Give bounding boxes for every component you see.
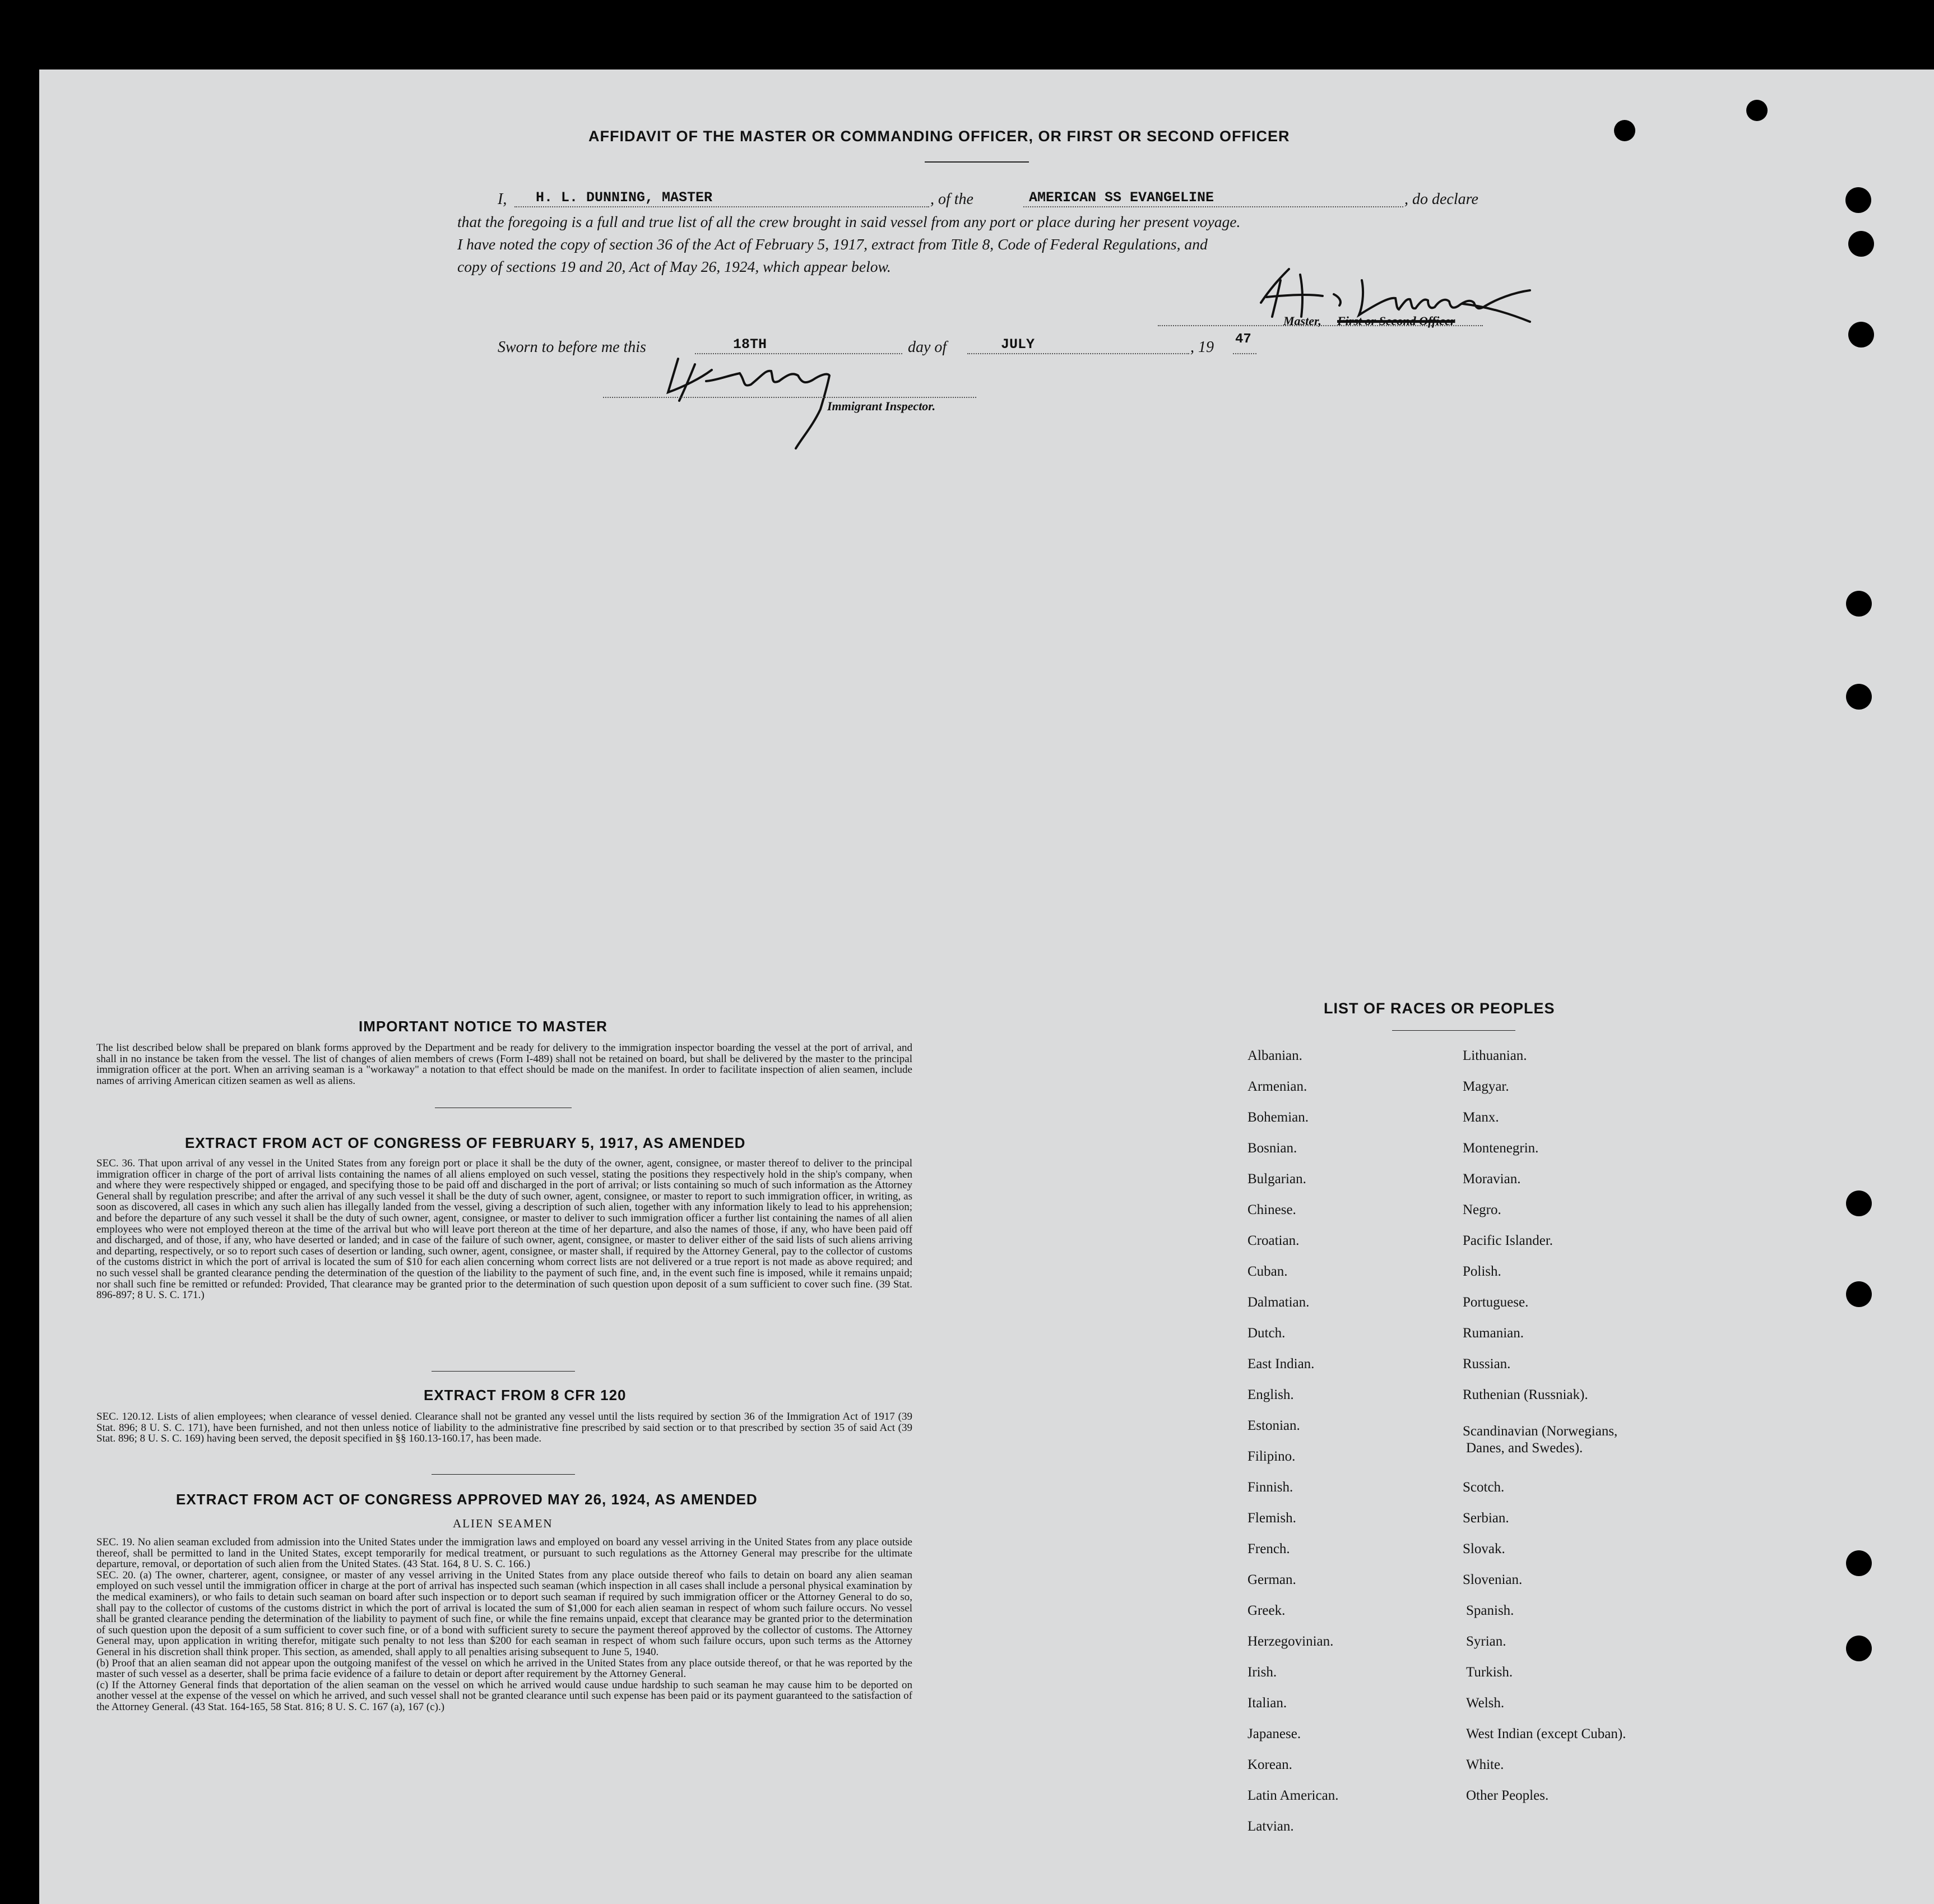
section-divider bbox=[432, 1371, 575, 1372]
race-left-item: Finnish. bbox=[1247, 1480, 1293, 1495]
race-left-item: Filipino. bbox=[1247, 1449, 1296, 1464]
vessel-value: AMERICAN SS EVANGELINE bbox=[1029, 189, 1214, 206]
binder-hole bbox=[1845, 187, 1871, 213]
year-line bbox=[1233, 353, 1256, 354]
month-line bbox=[967, 353, 1189, 354]
race-left-item: Armenian. bbox=[1247, 1079, 1307, 1094]
section-divider bbox=[432, 1474, 575, 1475]
race-right-item: Moravian. bbox=[1463, 1171, 1521, 1187]
declaration-line-3: I have noted the copy of section 36 of the Act of February 5, 1917, extract from Title 8, Code of Federal Regulations, and bbox=[457, 235, 1208, 253]
binder-hole bbox=[1848, 322, 1874, 348]
declaration-line-2: that the foregoing is a full and true list of all the crew brought in said vessel from any port or place during her present voyage. bbox=[457, 213, 1241, 230]
race-left-item: Greek. bbox=[1247, 1603, 1286, 1618]
inspector-label: Immigrant Inspector. bbox=[827, 399, 936, 413]
race-left-item: English. bbox=[1247, 1387, 1294, 1402]
race-left-item: Estonian. bbox=[1247, 1418, 1300, 1433]
binder-hole bbox=[1848, 231, 1874, 257]
race-left-item: Korean. bbox=[1247, 1757, 1292, 1772]
race-left-item: Latin American. bbox=[1247, 1788, 1339, 1803]
month-value: JULY bbox=[1001, 336, 1035, 353]
race-right-item: Slovak. bbox=[1463, 1541, 1505, 1556]
race-left-item: Japanese. bbox=[1247, 1726, 1301, 1741]
extract-1924-title: EXTRACT FROM ACT OF CONGRESS APPROVED MAY 26, 1924, AS AMENDED bbox=[176, 1491, 758, 1508]
race-right-item: Portuguese. bbox=[1463, 1295, 1529, 1310]
year-value: 47 bbox=[1235, 332, 1251, 347]
race-left-item: Dutch. bbox=[1247, 1326, 1286, 1341]
race-right-item: Spanish. bbox=[1466, 1603, 1514, 1618]
binder-hole bbox=[1846, 1550, 1872, 1576]
title-underline bbox=[925, 161, 1029, 163]
races-title: LIST OF RACES OR PEOPLES bbox=[1324, 1000, 1555, 1017]
binder-hole bbox=[1846, 1281, 1872, 1307]
race-right-item: Ruthenian (Russniak). bbox=[1463, 1387, 1588, 1402]
binder-hole bbox=[1614, 120, 1635, 141]
master-label: Master, bbox=[1283, 314, 1321, 328]
race-right-item: White. bbox=[1466, 1757, 1504, 1772]
vessel-line bbox=[1023, 206, 1403, 207]
sworn-label: Sworn to before me this bbox=[498, 339, 646, 356]
race-left-item: Latvian. bbox=[1247, 1819, 1294, 1834]
race-left-item: Bulgarian. bbox=[1247, 1171, 1306, 1187]
race-left-item: Flemish. bbox=[1247, 1511, 1296, 1526]
extract-1924-text: SEC. 19. No alien seaman excluded from admission into the United States under the immigration laws and employed on board any vessel arriving in the United States from any place outside thereof, shall be permitted to land in the United States, except temporarily for medical treatment, or pursuant to such regulations as the Attorney General may prescribe for the ultimate departure, removal, or deportation of such alien from the United States. (43 Stat. 164, 8 U. S. C. 166.) SEC. 20. (a) The owner, charterer, agent, consignee, or master of any vessel arriving in the United States from any place outside thereof who fails to detain on board any alien seaman employed on such vessel until the immigration officer in charge at the port of arrival has inspected such seaman (which inspection in all cases shall include a personal physical examination by the medical examiners), or who fails to detain such seaman on board after such inspection or to deport such seaman if required by such immigration officer or the Attorney General to do so, shall pay to the collector of customs of the customs district in which the port of arrival is located the sum of $1,000 for each alien seaman in respect of whom such failure occurs. No vessel shall be granted clearance pending the determination of the liability to payment of such fine, or while the fine remains unpaid, except that clearance may be granted prior to the determination of such question upon the deposit of a sum sufficient to cover such fine, or of a bond with sufficient surety to secure the payment thereof approved by the collector of customs. The Attorney General may, upon application in writing therefor, mitigate such penalty to not less than $200 for each seaman in respect of whom such failure occurs, upon such terms as the Attorney General in his discretion shall think proper. This section, as amended, shall apply to all penalties arising subsequent to June 5, 1940. (b) Proof that an alien seaman did not appear upon the outgoing manifest of the vessel on which he arrived in the United States from any place outside thereof, or that he was reported by the master of such vessel as a deserter, shall be prima facie evidence of a failure to detain or deport after requirement by the Attorney General. (c) If the Attorney General finds that deportation of the alien seaman on the vessel on which he arrived would cause undue hardship to such seaman he may cause him to be deported on another vessel at the expense of the vessel on which he arrived, and such vessel shall not be granted clearance until such expense has been paid or its payment guaranteed to the satisfaction of the Attorney General. (43 Stat. 164-165, 58 Stat. 816; 8 U. S. C. 167 (a), 167 (c).) bbox=[96, 1536, 912, 1713]
extract-cfr-title: EXTRACT FROM 8 CFR 120 bbox=[424, 1387, 627, 1403]
binder-hole bbox=[1846, 684, 1872, 710]
race-right-item: Polish. bbox=[1463, 1264, 1501, 1279]
race-right-item: Scandinavian (Norwegians, bbox=[1463, 1424, 1618, 1439]
alien-seamen-subtitle: ALIEN SEAMEN bbox=[453, 1517, 553, 1530]
declaration-of-the: , of the bbox=[930, 191, 973, 208]
declaration-line-4: copy of sections 19 and 20, Act of May 26, 1924, which appear below. bbox=[457, 258, 891, 275]
race-left-item: Albanian. bbox=[1247, 1048, 1302, 1063]
master-name-value: H. L. DUNNING, MASTER bbox=[536, 189, 713, 206]
race-right-item: Rumanian. bbox=[1463, 1326, 1524, 1341]
race-left-item: Chinese. bbox=[1247, 1202, 1296, 1217]
binder-hole bbox=[1846, 1636, 1872, 1661]
notice-title: IMPORTANT NOTICE TO MASTER bbox=[359, 1018, 607, 1035]
declaration-do-declare: , do declare bbox=[1404, 191, 1478, 208]
race-right-item: Montenegrin. bbox=[1463, 1141, 1539, 1156]
race-left-item: Bosnian. bbox=[1247, 1141, 1297, 1156]
extract-cfr-text: SEC. 120.12. Lists of alien employees; when clearance of vessel denied. Clearance shall not be granted any vessel until the lists required by section 36 of the Immigration Act of 1917 (39 Stat. 896; 8 U. S. C. 171), have been furnished, and not then unless notice of liability to the administrative fine prescribed by said section or to that prescribed by section 35 of said Act (39 Stat. 896; 8 U. S. C. 169) having been served, the deposit specified in §§ 160.13-160.17, has been made. bbox=[96, 1411, 912, 1445]
race-left-item: Croatian. bbox=[1247, 1233, 1300, 1248]
race-left-item: Irish. bbox=[1247, 1665, 1277, 1680]
race-right-item: Magyar. bbox=[1463, 1079, 1509, 1094]
day-value: 18TH bbox=[733, 336, 767, 353]
race-right-item: Manx. bbox=[1463, 1110, 1499, 1125]
race-right-item: Slovenian. bbox=[1463, 1572, 1523, 1587]
race-left-item: German. bbox=[1247, 1572, 1296, 1587]
race-right-item: Negro. bbox=[1463, 1202, 1501, 1217]
declaration-i: I, bbox=[498, 191, 507, 208]
binder-hole bbox=[1846, 591, 1872, 617]
race-left-item: Italian. bbox=[1247, 1695, 1287, 1711]
day-of-label: day of bbox=[908, 339, 947, 356]
year-prefix: , 19 bbox=[1190, 339, 1214, 356]
race-right-item: West Indian (except Cuban). bbox=[1466, 1726, 1626, 1741]
inspector-signature-line bbox=[603, 397, 976, 398]
race-right-item: Lithuanian. bbox=[1463, 1048, 1527, 1063]
race-left-item: Herzegovinian. bbox=[1247, 1634, 1334, 1649]
race-right-item: Pacific Islander. bbox=[1463, 1233, 1553, 1248]
affidavit-title: AFFIDAVIT OF THE MASTER OR COMMANDING OFFICER, OR FIRST OR SECOND OFFICER bbox=[588, 128, 1290, 145]
notice-text: The list described below shall be prepared on blank forms approved by the Department and be ready for delivery to the immigration inspector boarding the vessel at the port of arrival, and shall in no instance be taken from the vessel. The list of changes of alien members of crews (Form I-489) shall not be retained on board, but shall be delivered by the master to the principal immigration officer at the port. When an arriving seaman is a "workaway" a notation to that effect should be made on the manifest. In order to facilitate inspection of alien seamen, include names of arriving American citizen seamen as well as aliens. bbox=[96, 1042, 912, 1087]
race-right-item: Serbian. bbox=[1463, 1511, 1509, 1526]
binder-hole bbox=[1746, 100, 1768, 121]
race-right-item: Russian. bbox=[1463, 1356, 1511, 1372]
race-right-item: Turkish. bbox=[1466, 1665, 1513, 1680]
extract-1917-text: SEC. 36. That upon arrival of any vessel in the United States from any foreign port or place it shall be the duty of the owner, agent, consignee, or master thereof to deliver to the principal immigration officer in charge of the port of arrival lists containing the names of all aliens employed on such vessel, stating the positions they respectively hold in the ship's company, when and where they were respectively shipped or engaged, and specifying those to be paid off and discharged in the port of arrival; or lists containing so much of such information as the Attorney General shall by regulation prescribe; and after the arrival of any such vessel it shall be the duty of such owner, agent, consignee, or master to report to such immigration officer, in writing, as soon as discovered, all cases in which any such alien has illegally landed from the vessel, giving a description of such alien, together with any information likely to lead to his apprehension; and before the departure of any such vessel it shall be the duty of such owner, agent, consignee, or master to deliver to such immigration officer a further list containing the names of all alien employees who were not employed thereon at the time of the arrival but who will leave port thereon at the time of her departure, and also the names of those, if any, who have been paid off and discharged, and of those, if any, who have deserted or landed; and in case of the failure of such owner, agent, consignee, or master to deliver either of the said lists of such aliens arriving and departing, respectively, or so to report such cases of desertion or landing, such owner, agent, consignee, or master shall, if required by the Attorney General, pay to the collector of customs of the customs district in which the port of arrival is located the sum of $10 for each alien concerning whom correct lists are not delivered or a true report is not made as above required; and no such vessel shall be granted clearance pending the determination of the question of the liability to the payment of such fine, and, in the event such fine is imposed, while it remains unpaid; nor shall such fine be remitted or refunded: Provided, That clearance may be granted prior to the determination of such question upon deposit of a sum sufficient to cover such fine. (39 Stat. 896-897; 8 U. S. C. 171.) bbox=[96, 1157, 912, 1301]
race-right-item: Welsh. bbox=[1466, 1695, 1505, 1711]
master-name-line bbox=[514, 206, 929, 207]
binder-hole bbox=[1846, 1190, 1872, 1216]
extract-1917-title: EXTRACT FROM ACT OF CONGRESS OF FEBRUARY 5, 1917, AS AMENDED bbox=[185, 1134, 746, 1151]
race-right-item: Other Peoples. bbox=[1466, 1788, 1549, 1803]
race-left-item: Bohemian. bbox=[1247, 1110, 1309, 1125]
struck-officer-label: First or Second Officer bbox=[1337, 314, 1455, 328]
race-left-item: French. bbox=[1247, 1541, 1290, 1556]
race-left-item: Cuban. bbox=[1247, 1264, 1288, 1279]
race-left-item: Dalmatian. bbox=[1247, 1295, 1310, 1310]
race-right-item: Danes, and Swedes). bbox=[1466, 1440, 1583, 1456]
races-title-underline bbox=[1392, 1030, 1515, 1031]
race-left-item: East Indian. bbox=[1247, 1356, 1315, 1372]
race-right-item: Syrian. bbox=[1466, 1634, 1506, 1649]
race-right-item: Scotch. bbox=[1463, 1480, 1505, 1495]
